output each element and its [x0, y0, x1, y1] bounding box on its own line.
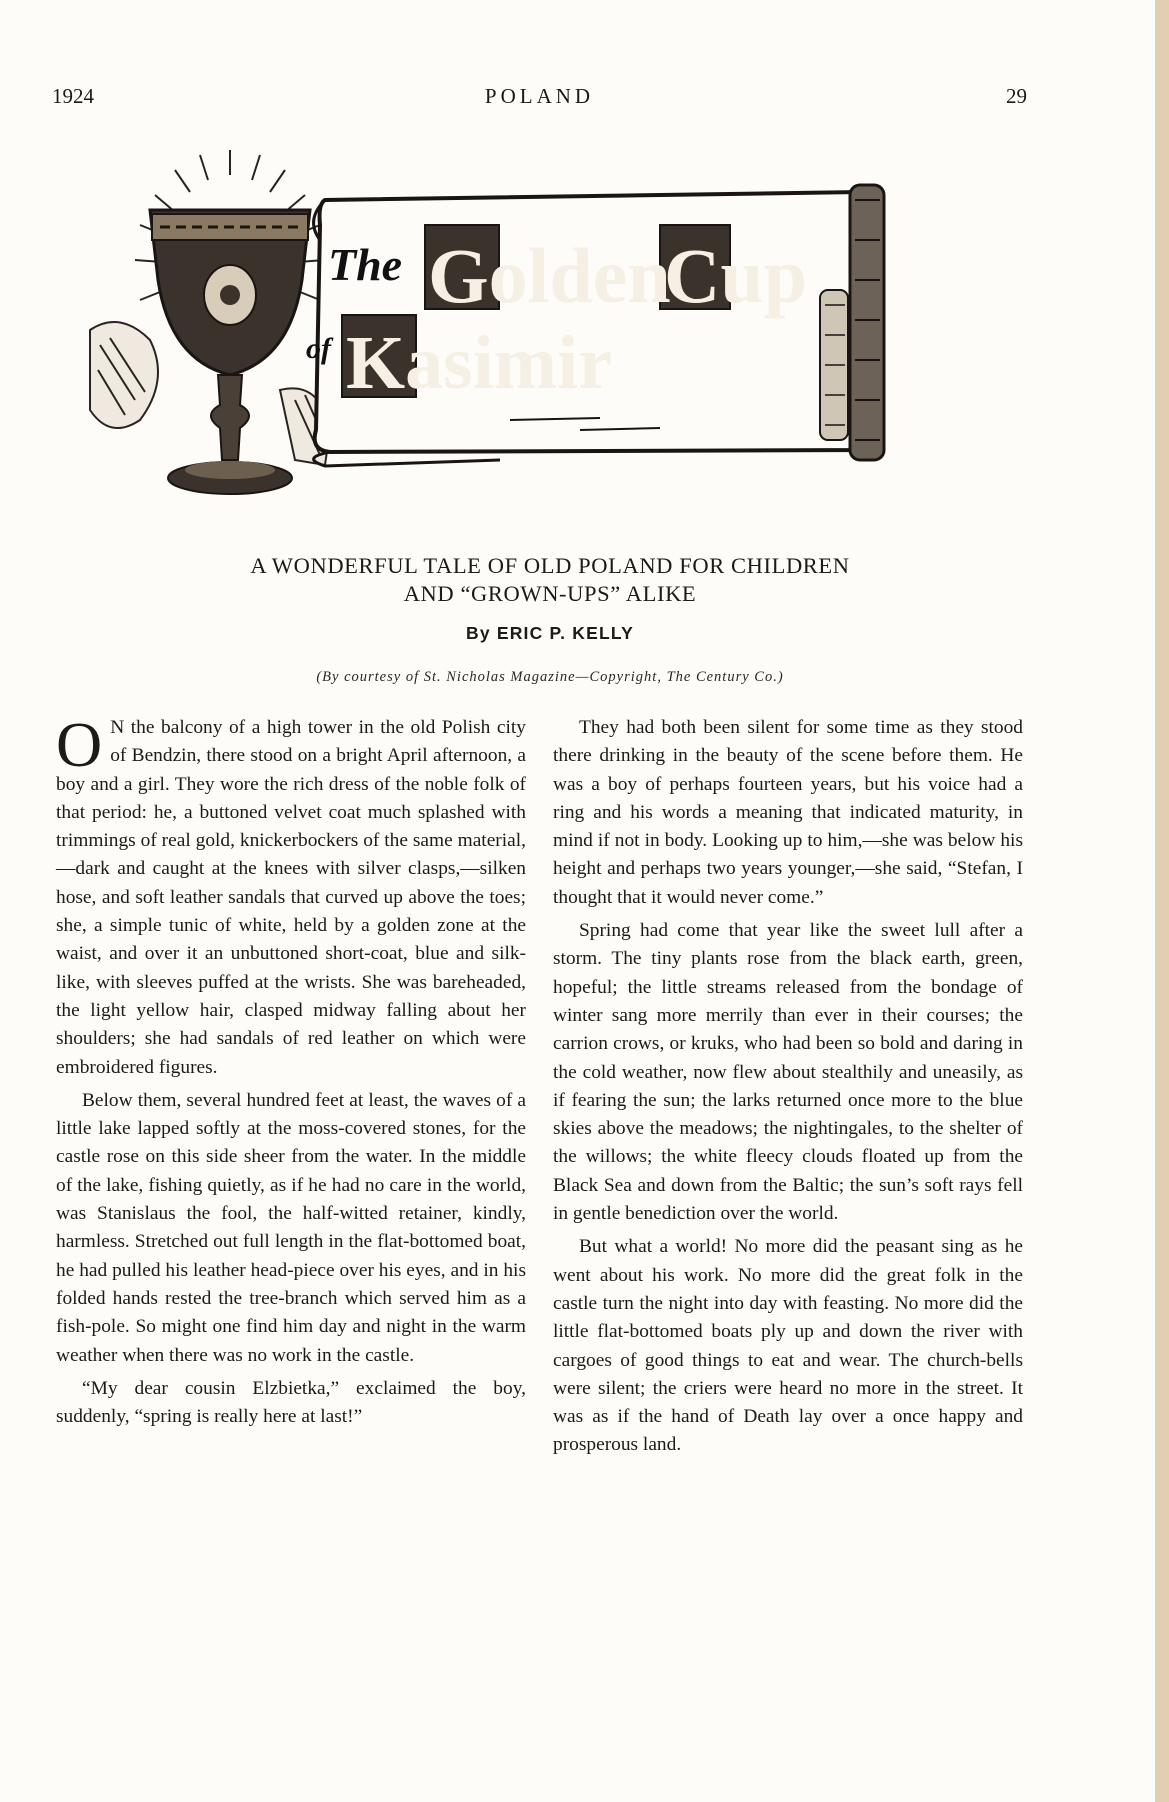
running-head-year: 1924 — [52, 84, 94, 108]
running-head — [52, 84, 1027, 114]
article-paragraph: O N the balcony of a high tower in the old Polish city of Bendzin, there stood on a bright April afternoon, a boy and a girl. They wore the rich dress of the noble folk of that period: he, a buttoned velvet coat much splashed with trimmings of real gold, knickerbockers of the same material,—dark and caught at the knees with silver clasps,—silken hose, and soft leather sandals that curved up above the toes; she, a simple tunic of white, held by a golden zone at the waist, and over it an unbuttoned short-coat, blue and silk-like, with sleeves puffed at the wrists. She was bareheaded, the light yellow hair, clasped midway falling about her shoulders; she had sandals of red leather on which were embroidered figures. — [56, 709, 526, 1078]
title-banner — [80, 130, 1020, 540]
article-paragraph: Spring had come that year like the sweet lull after a storm. The tiny plants rose from the black earth, green, hopeful; the little streams released from the bondage of winter sang more merrily than ever in their courses; the carrion crows, or kruks, who had been so bold and daring in the cold weather, now flew about stealthily and uneasily, as if fearing the sun; the larks returned once more to the blue skies above the meadows; the nightingales, to the shelter of the willows; the white fleecy clouds floated up from the Black Sea and down from the Baltic; the sun’s soft rays fell in gentle benediction over the world. — [553, 920, 1023, 1225]
article-column-left — [56, 709, 526, 1436]
article-paragraph: They had both been silent for some time as they stood there drinking in the beauty of the scene before them. He was a boy of perhaps fourteen years, but his voice had a ring and his words a meaning that indicated maturity, in mind if not in body. Looking up to him,—she was below his height and perhaps two years younger,—she said, “Stefan, I thought that it would never come.” — [553, 717, 1023, 908]
goblet-icon — [150, 210, 310, 494]
subtitle-line-1: A WONDERFUL TALE OF OLD POLAND FOR CHILDREN — [250, 553, 850, 578]
svg-text:of: of — [306, 332, 331, 365]
subtitle-line-2: AND “GROWN-UPS” ALIKE — [403, 581, 697, 606]
svg-text:Kasimir: Kasimir — [346, 321, 612, 405]
article-paragraph: Below them, several hundred feet at least, the waves of a little lake lapped softly at the moss-covered stones, for the castle rose on this side sheer from the water. In the middle of the lake, fishing quietly, as if he had no care in the world, was Stanislaus the fool, the half-witted retainer, kindly, harmless. Stretched out full length in the flat-bottomed boat, he had pulled his leather head-piece over his eyes, and in his folded hands rested the tree-branch which served him as a fish-pole. So might one find him day and night in the warm weather when there was no work in the castle. — [56, 1089, 526, 1366]
subtitle — [80, 552, 1020, 608]
article-paragraph: But what a world! No more did the peasant sing as he went about his work. No more did the great folk in the castle turn the night into day with feasting. No more did the little flat-bottomed boats ply up and down the river with cargoes of good things to eat and wear. The church-bells were silent; the criers were heard no more in the street. It was as if the hand of Death lay over a once happy and prosperous land. — [553, 1236, 1023, 1456]
article-paragraph: “My dear cousin Elzbietka,” exclaimed the boy, suddenly, “spring is really here at last!” — [56, 1377, 526, 1428]
svg-text:The: The — [328, 239, 403, 290]
author-byline: By ERIC P. KELLY — [465, 623, 634, 643]
drop-cap: O — [56, 709, 103, 780]
copyright-credit: (By courtesy of St. Nicholas Magazine—Copyright, The Century Co.) — [316, 669, 784, 685]
svg-text:Cup: Cup — [664, 232, 808, 319]
svg-text:Golden: Golden — [428, 232, 671, 319]
running-head-title: POLAND — [484, 84, 595, 108]
article-column-right — [553, 714, 1023, 1465]
page-number: 29 — [1006, 84, 1027, 108]
